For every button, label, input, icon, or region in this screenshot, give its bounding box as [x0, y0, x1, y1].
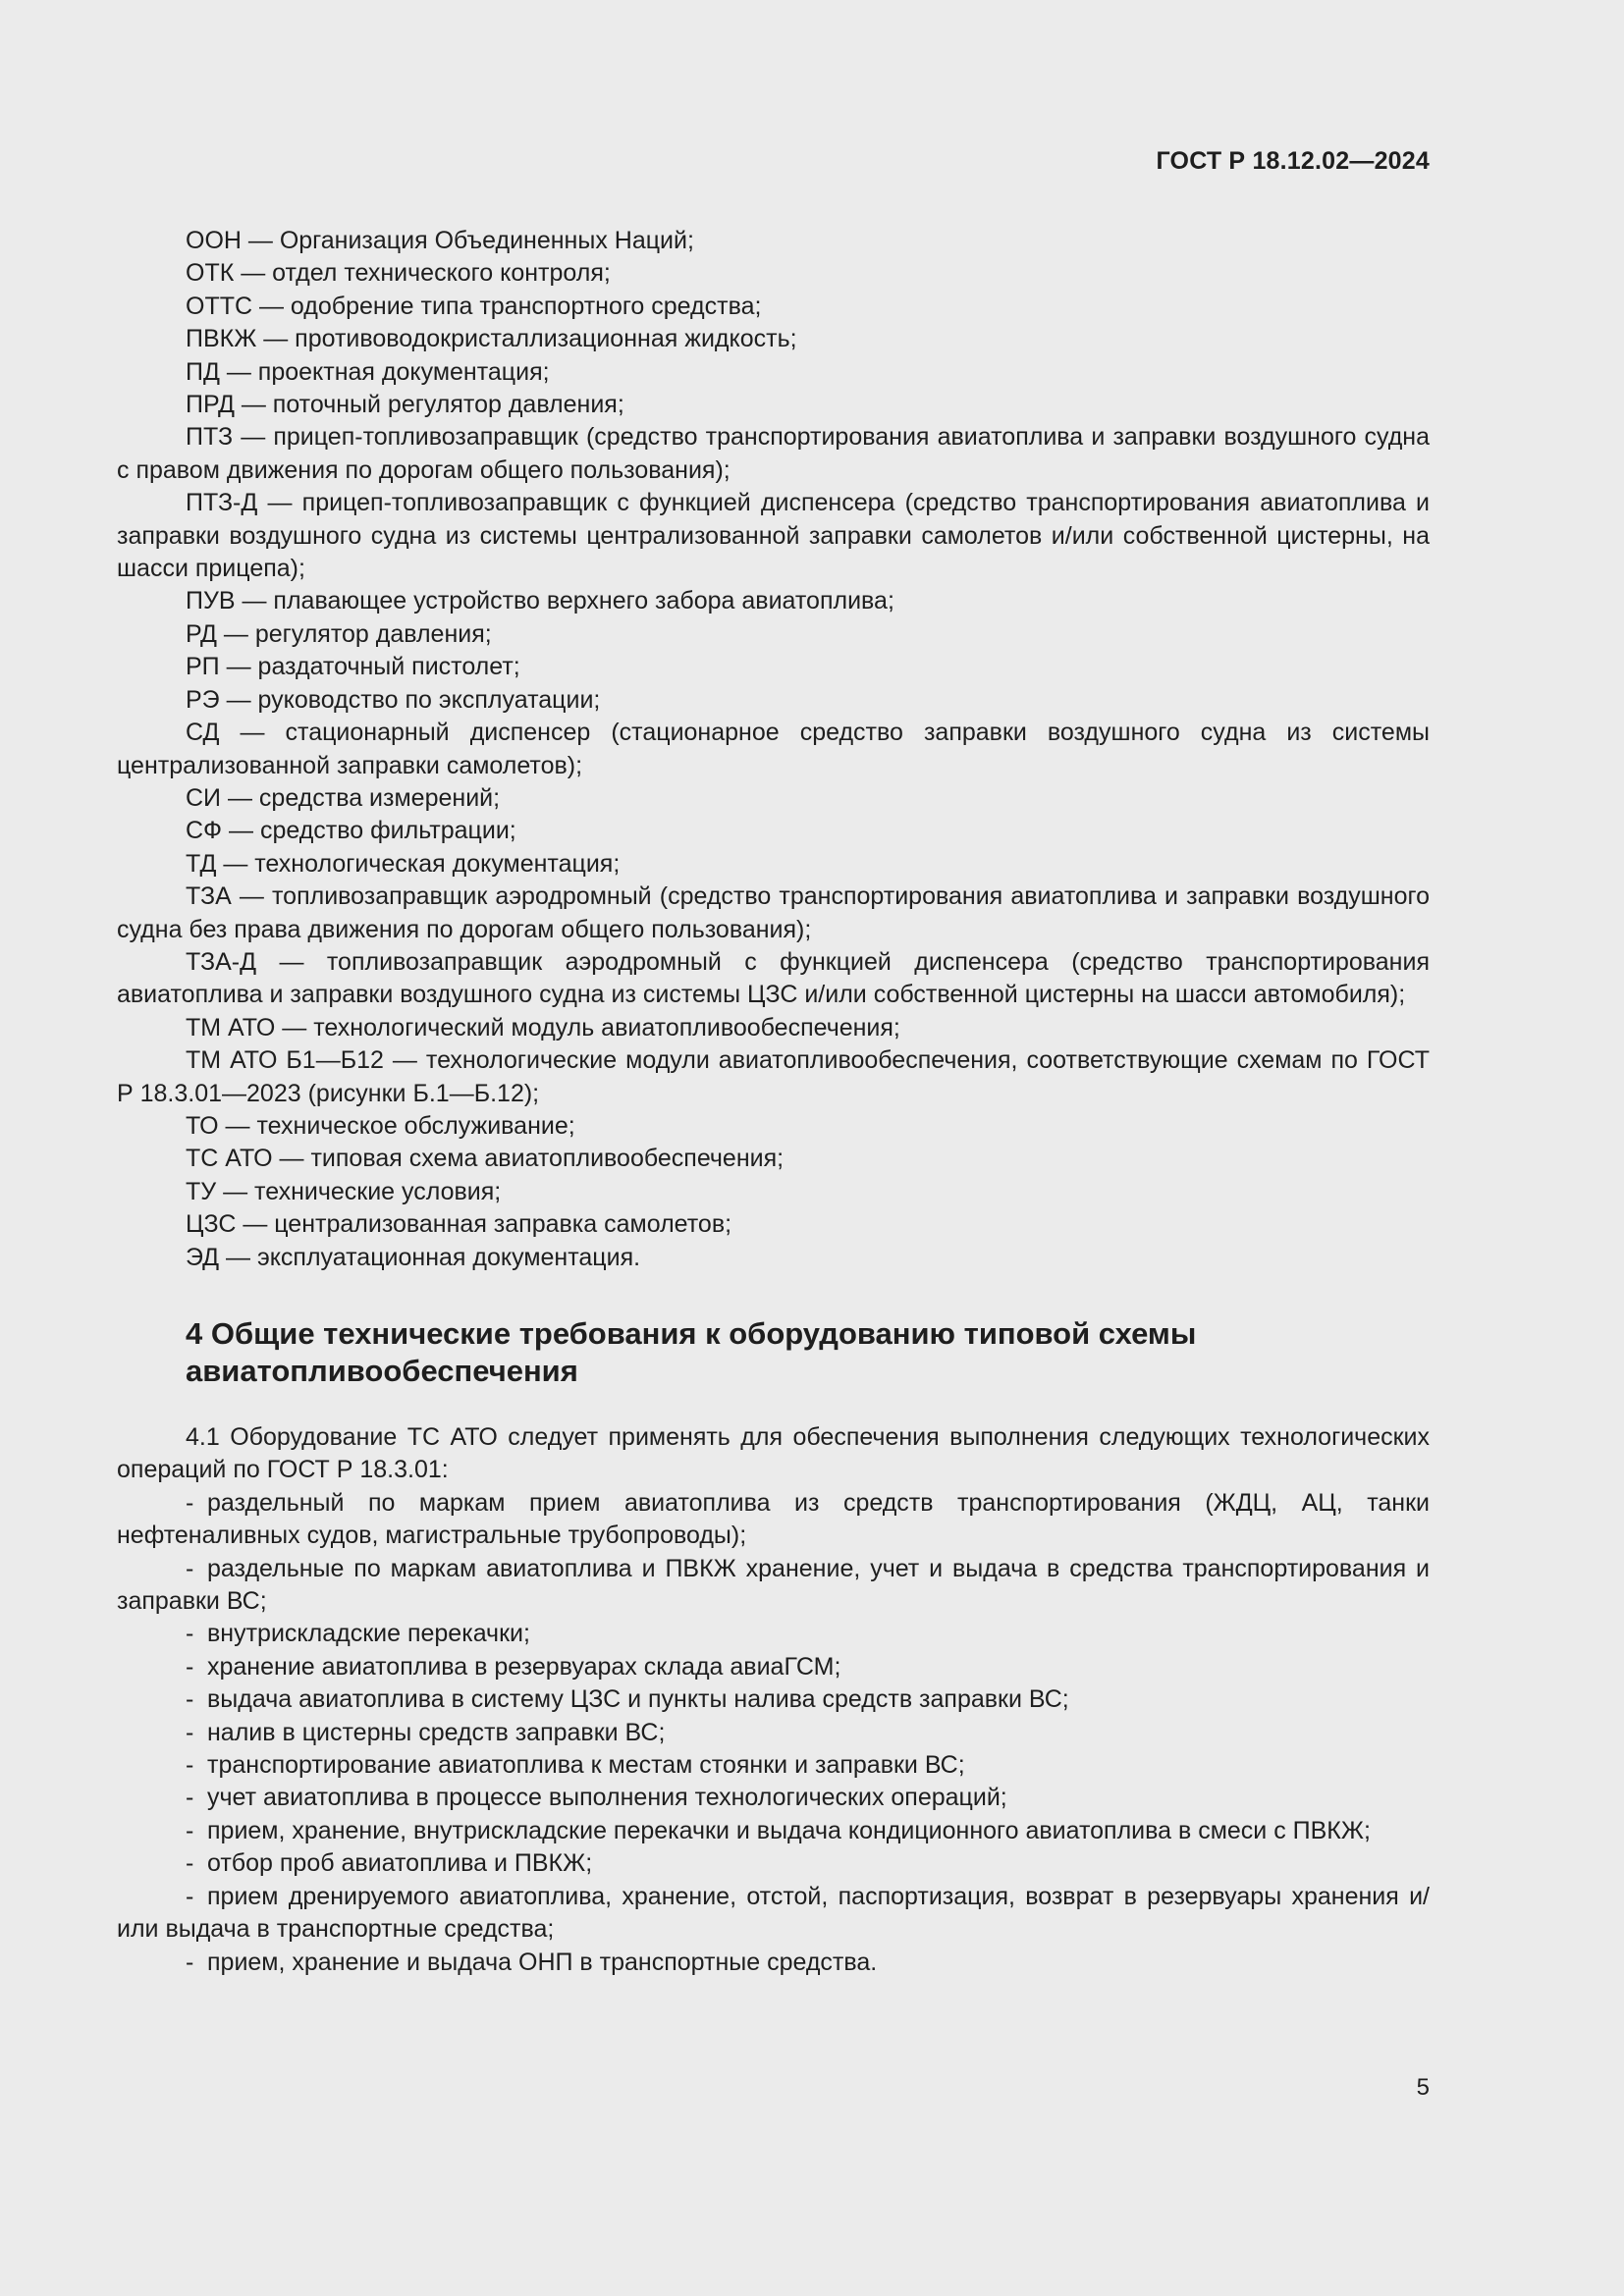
list-marker: - [186, 1784, 194, 1812]
list-marker: - [186, 1685, 194, 1714]
list-item [117, 1749, 1430, 1782]
list-item-text: выдача авиатоплива в систему ЦЗС и пункты налива средств заправки ВС; [207, 1685, 1069, 1714]
abbreviation-entry: ПУВ — плавающее устройство верхнего забора авиатоплива; [186, 587, 894, 615]
list-item [117, 1487, 1430, 1553]
list-marker: - [186, 1554, 194, 1582]
abbreviation-entry: ОТК — отдел технического контроля; [186, 259, 611, 288]
abbreviation-entry: ЦЗС — централизованная заправка самолетов; [186, 1210, 732, 1239]
list-item [117, 1618, 1430, 1650]
list-marker: - [186, 1488, 194, 1517]
abbreviation-entry: ООН — Организация Объединенных Наций; [186, 227, 694, 254]
list-item-text: транспортирование авиатоплива к местам стоянки и заправки ВС; [207, 1751, 965, 1780]
abbreviation-entry: ПТЗ — прицеп-топливозаправщик (средство транспортирования авиатоплива и заправки воздушного судна с правом движения по дорогам общего пользования); [117, 423, 1430, 484]
abbreviation-entry: ТО — техническое обслуживание; [186, 1111, 575, 1140]
abbreviation-entry: ПВКЖ — противоводокристаллизационная жидкость; [186, 325, 797, 353]
abbreviation-entry: РП — раздаточный пистолет; [186, 653, 520, 681]
list-item-text: раздельные по маркам авиатоплива и ПВКЖ хранение, учет и выдача в средства транспортирования и заправки ВС; [117, 1554, 1430, 1616]
abbreviation-entry: ЭД — эксплуатационная документация. [186, 1243, 641, 1271]
list-item-text: учет авиатоплива в процессе выполнения технологических операций; [207, 1784, 1007, 1812]
list-item [117, 1815, 1430, 1847]
operations-list [117, 1487, 1430, 1979]
page-number: 5 [1416, 2074, 1430, 2101]
abbreviations-list [117, 225, 1430, 1274]
list-marker: - [186, 1620, 194, 1648]
list-marker: - [186, 1718, 194, 1746]
list-marker: - [186, 1849, 194, 1878]
abbreviation-entry: ТУ — технические условия; [186, 1177, 502, 1205]
list-item [117, 1683, 1430, 1716]
list-item [117, 1553, 1430, 1619]
abbreviation-entry: СФ — средство фильтрации; [186, 817, 516, 845]
list-item-text: прием, хранение, внутрискладские перекачки и выдача кондиционного авиатоплива в смеси с ПВКЖ; [207, 1816, 1371, 1844]
abbreviation-entry: ОТТС — одобрение типа транспортного средства; [186, 292, 762, 320]
abbreviation-entry: ТД — технологическая документация; [186, 849, 621, 878]
abbreviation-entry: ПД — проектная документация; [186, 357, 550, 386]
list-item [117, 1947, 1430, 1979]
abbreviation-entry: ТМ АТО Б1—Б12 — технологические модули авиатопливообеспечения, соответствующие схемам по ГОСТ Р 18.3.01—2023 (рисунки Б.1—Б.12); [117, 1046, 1430, 1107]
abbreviation-entry: ТС АТО — типовая схема авиатопливообеспечения; [186, 1145, 785, 1173]
abbreviation-entry: РЭ — руководство по эксплуатации; [186, 685, 601, 714]
list-marker: - [186, 1652, 194, 1681]
list-marker: - [186, 1816, 194, 1844]
document-code: ГОСТ Р 18.12.02—2024 [1156, 147, 1430, 175]
abbreviation-entry: ПРД — поточный регулятор давления; [186, 391, 624, 419]
list-item [117, 1717, 1430, 1749]
abbreviation-entry: СИ — средства измерений; [186, 783, 501, 812]
abbreviation-entry: ТЗА-Д — топливозаправщик аэродромный с функцией диспенсера (средство транспортирования авиатоплива и заправки воздушного судна из системы ЦЗС и/или собственной цистерны на шасси автомобиля); [117, 947, 1430, 1009]
list-item [117, 1881, 1430, 1947]
list-item [117, 1847, 1430, 1880]
list-item [117, 1782, 1430, 1814]
list-marker: - [186, 1948, 194, 1976]
list-item-text: внутрискладские перекачки; [207, 1620, 530, 1648]
abbreviation-entry: ТМ АТО — технологический модуль авиатопливообеспечения; [186, 1013, 900, 1041]
document-body [117, 225, 1430, 1979]
abbreviation-entry: СД — стационарный диспенсер (стационарное средство заправки воздушного судна из системы централизованной заправки самолетов); [117, 719, 1430, 779]
abbreviation-entry: ТЗА — топливозаправщик аэродромный (средство транспортирования авиатоплива и заправки воздушного судна без права движения по дорогам общего пользования); [117, 882, 1430, 943]
list-item-text: налив в цистерны средств заправки ВС; [207, 1718, 666, 1746]
section-intro: 4.1 Оборудование ТС АТО следует применять для обеспечения выполнения следующих технологических операций по ГОСТ Р 18.3.01: [117, 1423, 1430, 1484]
list-item-text: хранение авиатоплива в резервуарах склада авиаГСМ; [207, 1652, 841, 1681]
abbreviation-entry: РД — регулятор давления; [186, 619, 492, 648]
list-item-text: раздельный по маркам прием авиатоплива из средств транспортирования (ЖДЦ, АЦ, танки нефтеналивных судов, магистральные трубопроводы); [117, 1488, 1430, 1550]
list-marker: - [186, 1882, 194, 1910]
list-item-text: прием дренируемого авиатоплива, хранение, отстой, паспортизация, возврат в резервуары хранения и/или выдача в транспортные средства; [117, 1882, 1430, 1944]
list-item-text: прием, хранение и выдача ОНП в транспортные средства. [207, 1948, 878, 1976]
list-item [117, 1651, 1430, 1683]
abbreviation-entry: ПТЗ-Д — прицеп-топливозаправщик с функцией диспенсера (средство транспортирования авиатоплива и заправки воздушного судна из системы централизованной заправки самолетов и/или собственной цистерны, на шасси прицепа); [117, 489, 1430, 583]
list-marker: - [186, 1751, 194, 1780]
section-heading: 4 Общие технические требования к оборудованию типовой схемы авиатопливообеспечения [186, 1316, 1197, 1388]
list-item-text: отбор проб авиатоплива и ПВКЖ; [207, 1849, 593, 1878]
